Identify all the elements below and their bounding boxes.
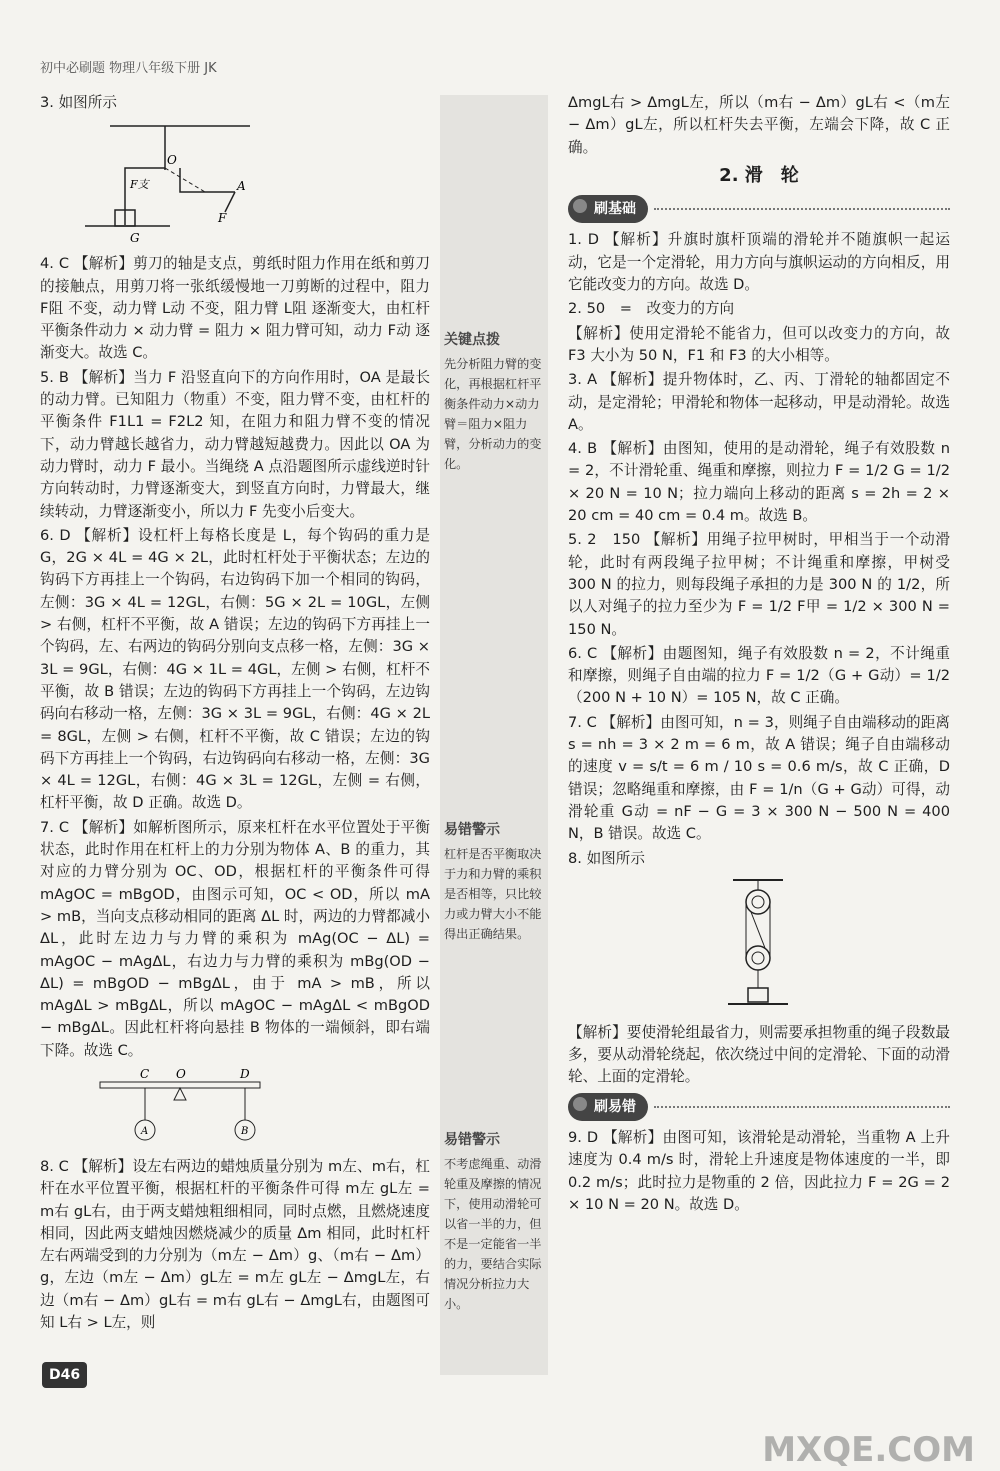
- note-key-point: [444, 330, 548, 474]
- answer-3: 3. 如图所示: [40, 94, 117, 111]
- answer-r9: 9. D 【解析】由图可知，该滑轮是动滑轮，当重物 A 上升速度为 0.4 m/s 时，滑轮上升速度是物体速度的一半，即 0.2 m/s；此时拉力是物重的 2 倍，因此拉力 F = 2G = 2 × 10 N = 20 N。故选 D。: [568, 1128, 950, 1213]
- badge-label: 刷易错: [568, 1093, 648, 1121]
- answer-r8-explain: 【解析】要使滑轮组最省力，则需要承担物重的绳子段数最多，要从动滑轮绕起，依次绕过中间的定滑轮、下面的动滑轮、上面的定滑轮。: [568, 1023, 950, 1086]
- lever-figure-q7: [40, 1068, 300, 1148]
- fig-label-d: D: [240, 1067, 250, 1081]
- badge-label: 刷基础: [568, 195, 648, 223]
- answer-8-continued: ΔmgL右 > ΔmgL左，所以（m右 − Δm）gL右 <（m左 − Δm）gL左，所以杠杆失去平衡，左端会下降，故 C 正确。: [568, 94, 950, 156]
- lever-figure-q3: [40, 120, 260, 245]
- answer-6: 6. D 【解析】设杠杆上每格长度是 L，每个钩码的重力是 G，2G × 4L = 4G × 2L，此时杠杆处于平衡状态；左边的钩码下方再挂上一个钩码，右边钩码下加一个相同的钩码，左侧：3G × 4L = 12GL，右侧：5G × 2L = 10GL，左侧 > 右侧，杠杆不平衡，故 A 错误；左边的钩码下方再挂上一个钩码，左、右两边的钩码分别向支点移一格，左侧：3G × 3L = 9GL，右侧：4G × 1L = 4GL，左侧 > 右侧，杠杆不平衡，故 B 错误；左边的钩码下方再挂上一个钩码，左边钩码向右移动一格，左侧：3G × 3L = 9GL，右侧：4G × 2L = 8GL，左侧 > 右侧，杠杆不平衡，故 C 错误；左边的钩码下方再挂上一个钩码，右边钩码向右移动一格，左侧：3G × 4L = 12GL，右侧：4G × 3L = 12GL，左侧 = 右侧，杠杆平衡，故 D 正确。故选 D。: [40, 526, 430, 812]
- badge-mistake: [568, 1093, 950, 1121]
- watermark: MXQE.COM: [762, 1429, 975, 1470]
- answer-r4: 4. B 【解析】由图知，使用的是动滑轮，绳子有效股数 n = 2，不计滑轮重、绳重和摩擦，则拉力 F = 1/2 G = 1/2 × 20 N = 10 N；拉力端向上移动的距离 s = 2h = 2 × 20 cm = 40 cm = 0.4 m。故选 B。: [568, 440, 950, 525]
- note-text: 不考虑绳重、动滑轮重及摩擦的情况下，使用动滑轮可以省一半的力，但不是一定能省一半的力，要结合实际情况分析拉力大小。: [444, 1157, 542, 1311]
- fig-label-a2: A: [141, 1125, 149, 1137]
- badge-divider: [654, 208, 950, 210]
- fig-label-f-support: F支: [130, 178, 149, 192]
- answer-8: 8. C 【解析】设左右两边的蜡烛质量分别为 m左、m右，杠杆在水平位置平衡，根据杠杆的平衡条件可得 m左 gL左 = m右 gL右，由于两支蜡烛粗细相同，同时点燃，且燃烧速度相同，因此两支蜡烛因燃烧减少的质量 Δm 相同，此时杠杆左右两端受到的力分别为（m左 − Δm）g、（m右 − Δm）g，左边（m左 − Δm）gL左 = m左 gL左 − ΔmgL左，右边（m右 − Δm）gL右 = m右 gL右 − ΔmgL右，由题图可知 L右 > L左，则: [40, 1157, 430, 1332]
- note-text: 先分析阻力臂的变化，再根据杠杆平衡条件动力×动力臂＝阻力×阻力臂，分析动力的变化。: [444, 357, 542, 471]
- answer-4: 4. C 【解析】剪刀的轴是支点，剪纸时阻力作用在纸和剪刀的接触点，用剪刀将一张纸缓慢地一刀剪断的过程中，阻力 F阻 不变，动力臂 L动 不变，阻力臂 L阻 逐渐变大，由杠杆平衡条件动力 × 动力臂 = 阻力 × 阻力臂可知，动力 F动 逐渐变大。故选 C。: [40, 255, 430, 362]
- answer-r7: 7. C 【解析】由图可知，n = 3，则绳子自由端移动的距离 s = nh = 3 × 2 m = 6 m，故 A 错误；绳子自由端移动的速度 v = s/t = 6 m / 10 s = 0.6 m/s，故 C 正确，D 错误；忽略绳重和摩擦，由 F = 1/n（G + G动）可得，动滑轮重 G动 = nF − G = 3 × 300 N − 500 N = 400 N，B 错误。故选 C。: [568, 713, 950, 843]
- note-title: 关键点拨: [444, 332, 500, 348]
- pulley-figure-r8: [568, 876, 950, 1014]
- fig-label-o2: O: [176, 1067, 186, 1081]
- answer-r2-explain: 【解析】使用定滑轮不能省力，但可以改变力的方向，故 F3 大小为 50 N，F1 和 F3 的大小相等。: [568, 324, 950, 364]
- answer-r2: 2. 50 = 改变力的方向: [568, 300, 735, 318]
- right-column: [568, 92, 950, 1218]
- fig-label-b: B: [241, 1125, 249, 1137]
- fig-label-c: C: [140, 1067, 150, 1081]
- badge-basic: [568, 195, 950, 223]
- note-title: 易错警示: [444, 822, 500, 838]
- answer-r3: 3. A 【解析】提升物体时，乙、丙、丁滑轮的轴都固定不动，是定滑轮；甲滑轮和物体一起移动，甲是动滑轮。故选 A。: [568, 371, 950, 433]
- page-number: D46: [42, 1362, 87, 1388]
- note-warning-1: [444, 820, 548, 944]
- running-header: 初中必刷题 物理八年级下册 JK: [40, 61, 217, 76]
- note-warning-2: [444, 1130, 548, 1314]
- answer-5: 5. B 【解析】当力 F 沿竖直向下的方向作用时，OA 是最长的动力臂。已知阻力（物重）不变，阻力臂不变，由杠杆的平衡条件 F1L1 = F2L2 知，在阻力和阻力臂不变的情况下，动力臂越长越省力，动力臂越短越费力。因此以 OA 为动力臂时，动力 F 最小。当绳绕 A 点沿题图所示虚线逆时针方向转动时，力臂逐渐变大，到竖直方向时，力臂最大，继续转动，力臂逐渐变小，所以力 F 先变小后变大。: [40, 368, 430, 520]
- note-title: 易错警示: [444, 1132, 500, 1148]
- fig-label-g: G: [130, 231, 140, 246]
- answer-r6: 6. C 【解析】由题图知，绳子有效股数 n = 2，不计绳重和摩擦，则绳子自由端的拉力 F = 1/2（G + G动）= 1/2（200 N + 10 N）= 105 N，故 C 正确。: [568, 644, 950, 707]
- section-title: 2. 滑 轮: [719, 164, 799, 186]
- left-column: [40, 92, 430, 1336]
- answer-r1: 1. D 【解析】升旗时旗杆顶端的滑轮并不随旗帜一起运动，它是一个定滑轮，用力方向与旗帜运动的方向相反，用它能改变力的方向。故选 D。: [568, 231, 950, 294]
- answer-7: 7. C 【解析】如解析图所示，原来杠杆在水平位置处于平衡状态，此时作用在杠杆上的力分别为物体 A、B 的重力，其对应的力臂分别为 OC、OD，根据杠杆的平衡条件可得 mAgOC = mBgOD，由图示可知，OC < OD，所以 mA > mB，当向支点移动相同的距离 ΔL 时，两边的力臂都减小 ΔL，此时左边力与力臂的乘积为 mAg(OC − ΔL) = mAgOC − mAgΔL，右边力与力臂的乘积为 mBg(OD − ΔL) = mBgOD − mBgΔL，由于 mA > mB，所以 mAgΔL > mBgΔL，所以 mAgOC − mAgΔL < mBgOD − mBgΔL。因此杠杆将向悬挂 B 物体的一端倾斜，即右端下降。故选 C。: [40, 818, 430, 1059]
- fig-label-a: A: [237, 179, 246, 194]
- fig-label-f: F: [218, 211, 227, 226]
- answer-r5: 5. 2 150 【解析】用绳子拉甲树时，甲相当于一个动滑轮，此时有两段绳子拉甲树；不计绳重和摩擦，甲树受 300 N 的拉力，则每段绳子承担的力是 300 N 的 1/2，所以人对绳子的拉力至少为 F = 1/2 F甲 = 1/2 × 300 N = 150 N。: [568, 531, 950, 638]
- fig-label-o: O: [167, 153, 177, 168]
- badge-divider: [654, 1106, 950, 1108]
- answer-r8: 8. 如图所示: [568, 849, 645, 867]
- note-text: 杠杆是否平衡取决于力和力臂的乘积是否相等，只比较力或力臂大小不能得出正确结果。: [444, 847, 542, 941]
